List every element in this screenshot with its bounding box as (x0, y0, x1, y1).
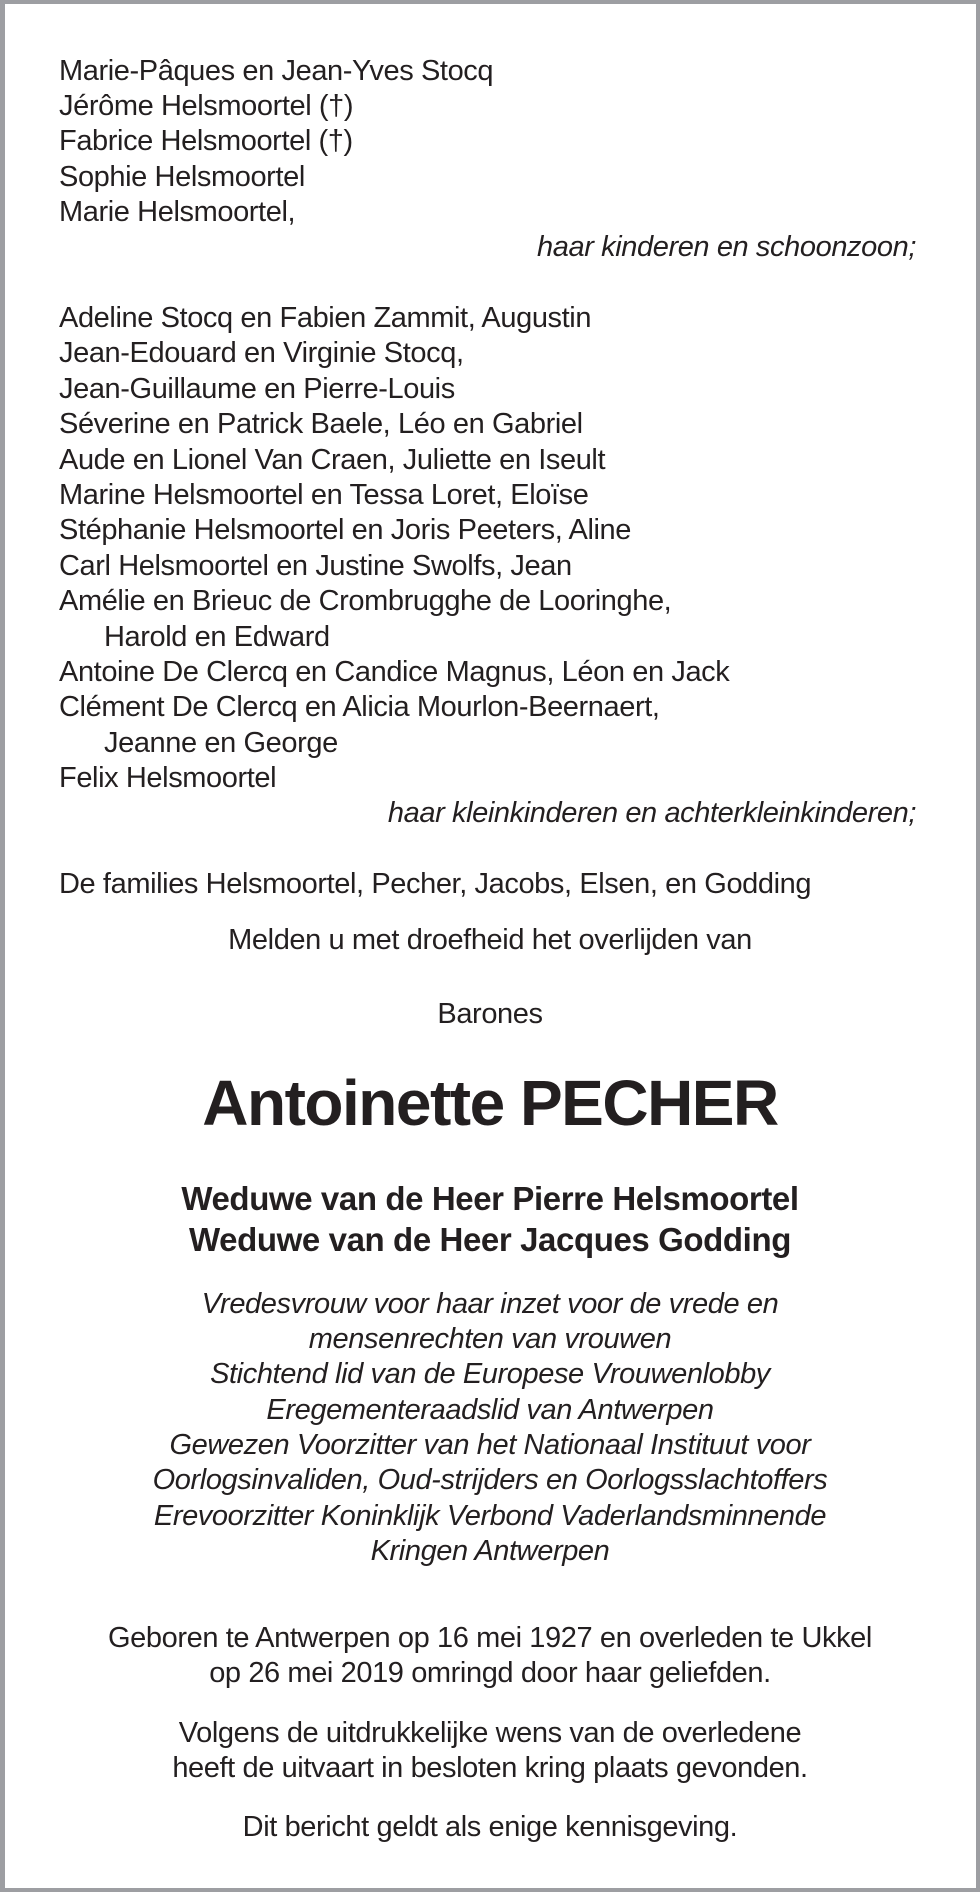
widow-line: Weduwe van de Heer Pierre Helsmoortel (181, 1180, 799, 1217)
honour-line: Eregementeraadslid van Antwerpen (266, 1394, 714, 1426)
honour-line: Kringen Antwerpen (370, 1535, 610, 1567)
notice-line: Dit bericht geldt als enige kennisgeving. (242, 1811, 738, 1843)
child-line: Marie-Pâques en Jean-Yves Stocq (59, 55, 494, 87)
funeral-line: heeft de uitvaart in besloten kring plaats gevonden. (172, 1752, 808, 1784)
grandchild-line: Aude en Lionel Van Craen, Juliette en Iseult (59, 444, 606, 476)
honour-line: Erevoorzitter Koninklijk Verbond Vaderlandsminnende (153, 1500, 827, 1532)
honour-line: Oorlogsinvaliden, Oud-strijders en Oorlogsslachtoffers (152, 1464, 828, 1496)
funeral-line: Volgens de uitdrukkelijke wens van de overledene (178, 1717, 802, 1749)
announcement: Melden u met droefheid het overlijden van (228, 924, 752, 956)
grandchildren-label: haar kleinkinderen en achterkleinkinderen; (387, 797, 916, 829)
birth-death-line: op 26 mei 2019 omringd door haar geliefden. (209, 1657, 771, 1689)
grandchild-line: Harold en Edward (104, 621, 330, 653)
honour-line: Stichtend lid van de Europese Vrouwenlobby (210, 1358, 770, 1390)
grandchild-line: Séverine en Patrick Baele, Léo en Gabriel (59, 408, 583, 440)
grandchild-line: Stéphanie Helsmoortel en Joris Peeters, Aline (59, 514, 631, 546)
title: Barones (437, 998, 543, 1030)
honour-line: Gewezen Voorzitter van het Nationaal Instituut voor (169, 1429, 811, 1461)
children-label: haar kinderen en schoonzoon; (537, 231, 916, 263)
birth-death-line: Geboren te Antwerpen op 16 mei 1927 en overleden te Ukkel (108, 1622, 872, 1654)
honour-line: mensenrechten van vrouwen (308, 1323, 672, 1355)
grandchild-line: Jean-Edouard en Virginie Stocq, (59, 337, 464, 369)
grandchild-line: Carl Helsmoortel en Justine Swolfs, Jean (59, 550, 572, 582)
grandchild-line: Jeanne en George (104, 727, 338, 759)
grandchild-line: Felix Helsmoortel (59, 762, 277, 794)
child-line: Jérôme Helsmoortel (†) (59, 90, 354, 122)
child-line: Marie Helsmoortel, (59, 196, 296, 228)
grandchild-line: Jean-Guillaume en Pierre-Louis (59, 373, 455, 405)
grandchild-line: Amélie en Brieuc de Crombrugghe de Looringhe, (59, 585, 672, 617)
honour-line: Vredesvrouw voor haar inzet voor de vrede en (201, 1288, 779, 1320)
grandchild-line: Antoine De Clercq en Candice Magnus, Léon en Jack (59, 656, 730, 688)
child-line: Fabrice Helsmoortel (†) (59, 125, 353, 157)
deceased-name: Antoinette PECHER (202, 1067, 778, 1139)
grandchild-line: Marine Helsmoortel en Tessa Loret, Eloïse (59, 479, 589, 511)
widow-line: Weduwe van de Heer Jacques Godding (189, 1221, 791, 1258)
grandchild-line: Clément De Clercq en Alicia Mourlon-Beernaert, (59, 691, 660, 723)
child-line: Sophie Helsmoortel (59, 161, 305, 193)
grandchild-line: Adeline Stocq en Fabien Zammit, Augustin (59, 302, 592, 334)
families-line: De families Helsmoortel, Pecher, Jacobs, Elsen, en Godding (59, 868, 812, 900)
